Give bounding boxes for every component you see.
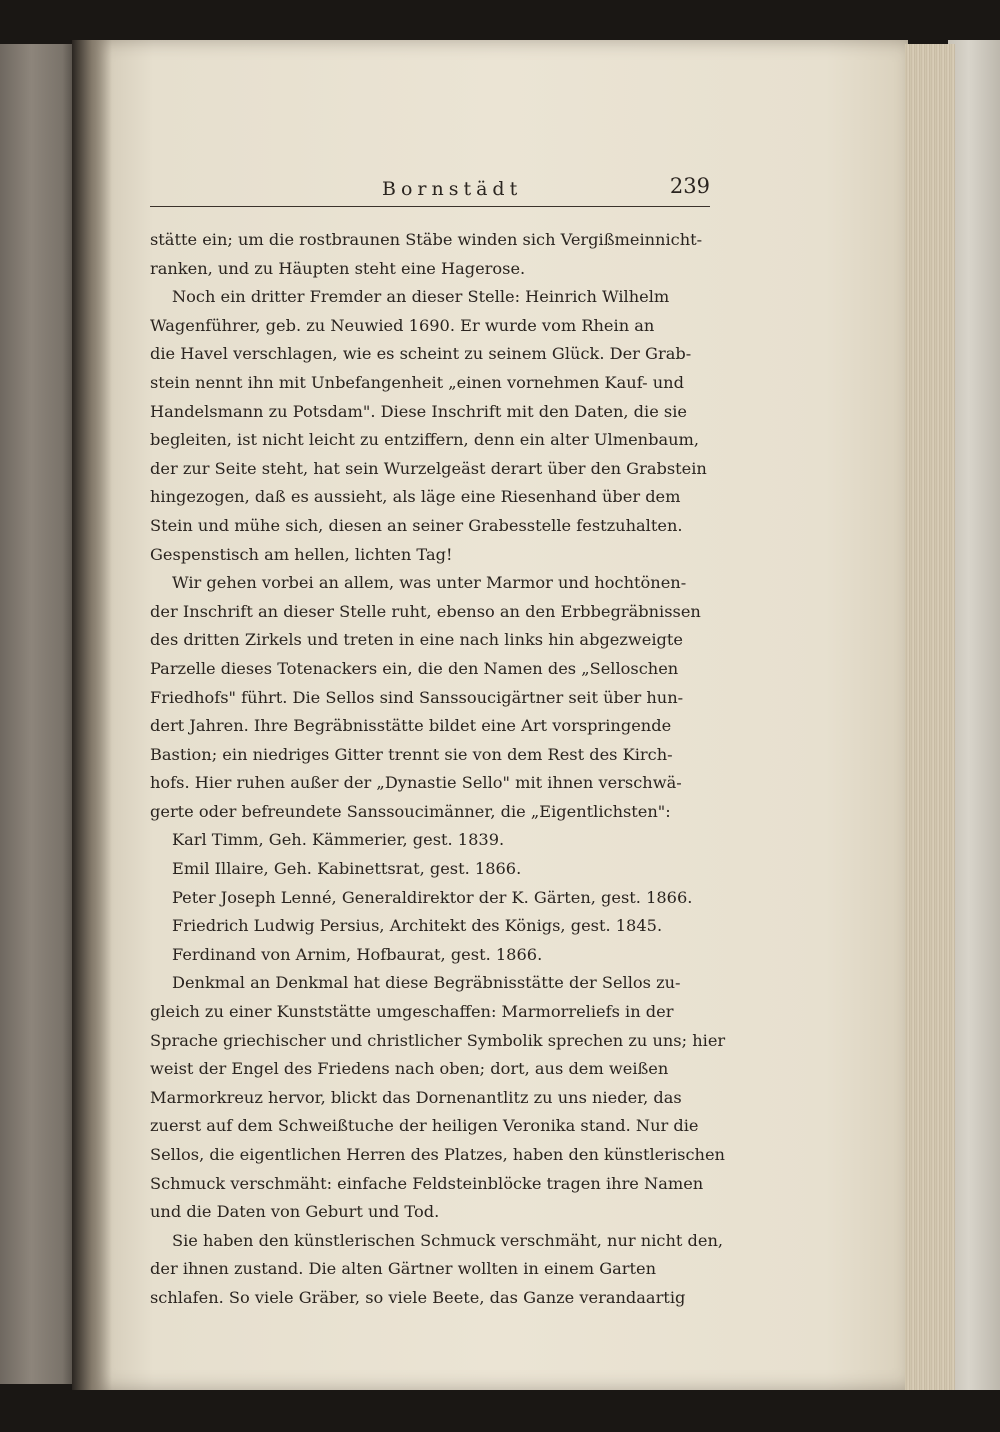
header-rule xyxy=(150,206,710,207)
text-line: weist der Engel des Friedens nach oben; dort, aus dem weißen xyxy=(150,1059,669,1079)
text-line: gleich zu einer Kunststätte umgeschaffen: Marmorreliefs in der xyxy=(150,1002,674,1022)
burial-entry: Friedrich Ludwig Persius, Architekt des Königs, gest. 1845. xyxy=(172,916,663,936)
text-line: Stein und mühe sich, diesen an seiner Grabesstelle festzuhalten. xyxy=(150,515,683,535)
running-title: Bornstädt xyxy=(382,178,523,200)
gutter-shadow xyxy=(72,40,112,1390)
burial-entry: Ferdinand von Arnim, Hofbaurat, gest. 1866. xyxy=(172,944,543,964)
text-line: Bastion; ein niedriges Gitter trennt sie von dem Rest des Kirch- xyxy=(150,744,673,764)
text-line: Noch ein dritter Fremder an dieser Stelle: Heinrich Wilhelm xyxy=(172,287,670,307)
text-line: gerte oder befreundete Sanssoucimänner, die „Eigentlichsten": xyxy=(150,801,671,821)
page-edges xyxy=(905,44,955,1390)
text-line: Sellos, die eigentlichen Herren des Platzes, haben den künstlerischen xyxy=(150,1145,725,1164)
text-line: Handelsmann zu Potsdam". Diese Inschrift mit den Daten, die sie xyxy=(150,401,688,421)
text-line: der ihnen zustand. Die alten Gärtner wollten in einem Garten xyxy=(150,1259,657,1279)
text-line: begleiten, ist nicht leicht zu entziffern, denn ein alter Ulmenbaum, xyxy=(150,430,700,450)
text-line: hingezogen, daß es aussieht, als läge eine Riesenhand über dem xyxy=(150,487,681,507)
book-cover-edge xyxy=(948,40,1000,1390)
text-line: zuerst auf dem Schweißtuche der heiligen Veronika stand. Nur die xyxy=(150,1116,699,1136)
text-line: Friedhofs" führt. Die Sellos sind Sanssoucigärtner seit über hun- xyxy=(150,687,684,707)
text-line: hofs. Hier ruhen außer der „Dynastie Sello" mit ihnen verschwä- xyxy=(150,773,682,793)
text-line: schlafen. So viele Gräber, so viele Beete, das Ganze verandaartig xyxy=(150,1287,686,1307)
text-line: Denkmal an Denkmal hat diese Begräbnisstätte der Sellos zu- xyxy=(172,973,681,993)
facing-page-edge xyxy=(0,44,78,1384)
text-line: und die Daten von Geburt und Tod. xyxy=(150,1202,440,1222)
text-line: Schmuck verschmäht: einfache Feldsteinblöcke tragen ihre Namen xyxy=(150,1173,704,1193)
text-line: Parzelle dieses Totenackers ein, die den Namen des „Selloschen xyxy=(150,658,679,678)
page-header xyxy=(150,170,710,210)
text-line: der zur Seite steht, hat sein Wurzelgeäst derart über den Grabstein xyxy=(150,458,707,478)
burial-entry: Emil Illaire, Geh. Kabinettsrat, gest. 1866. xyxy=(172,859,522,879)
text-line: Wagenführer, geb. zu Neuwied 1690. Er wurde vom Rhein an xyxy=(150,315,655,335)
burial-entry: Karl Timm, Geh. Kämmerier, gest. 1839. xyxy=(172,830,505,850)
text-line: dert Jahren. Ihre Begräbnisstätte bildet eine Art vorspringende xyxy=(150,716,672,736)
text-line: Gespenstisch am hellen, lichten Tag! xyxy=(150,544,453,564)
text-line: der Inschrift an dieser Stelle ruht, ebenso an den Erbbegräbnissen xyxy=(150,601,701,621)
text-line: die Havel verschlagen, wie es scheint zu seinem Glück. Der Grab- xyxy=(150,344,692,364)
page-number: 239 xyxy=(669,174,710,198)
text-line: ranken, und zu Häupten steht eine Hagerose. xyxy=(150,258,526,278)
text-line: Sprache griechischer und christlicher Symbolik sprechen zu uns; hier xyxy=(150,1030,726,1050)
book-page xyxy=(88,40,908,1390)
text-line: stein nennt ihn mit Unbefangenheit „einen vornehmen Kauf- und xyxy=(150,372,684,392)
burial-entry: Peter Joseph Lenné, Generaldirektor der K. Gärten, gest. 1866. xyxy=(172,887,693,907)
text-line: Marmorkreuz hervor, blickt das Dornenantlitz zu uns nieder, das xyxy=(150,1087,682,1107)
text-line: des dritten Zirkels und treten in eine nach links hin abgezweigte xyxy=(150,630,683,650)
body-text xyxy=(150,226,730,1313)
text-line: Wir gehen vorbei an allem, was unter Marmor und hochtönen- xyxy=(172,573,687,593)
text-line: Sie haben den künstlerischen Schmuck verschmäht, nur nicht den, xyxy=(172,1230,724,1250)
text-line: stätte ein; um die rostbraunen Stäbe winden sich Vergißmeinnicht- xyxy=(150,230,703,249)
